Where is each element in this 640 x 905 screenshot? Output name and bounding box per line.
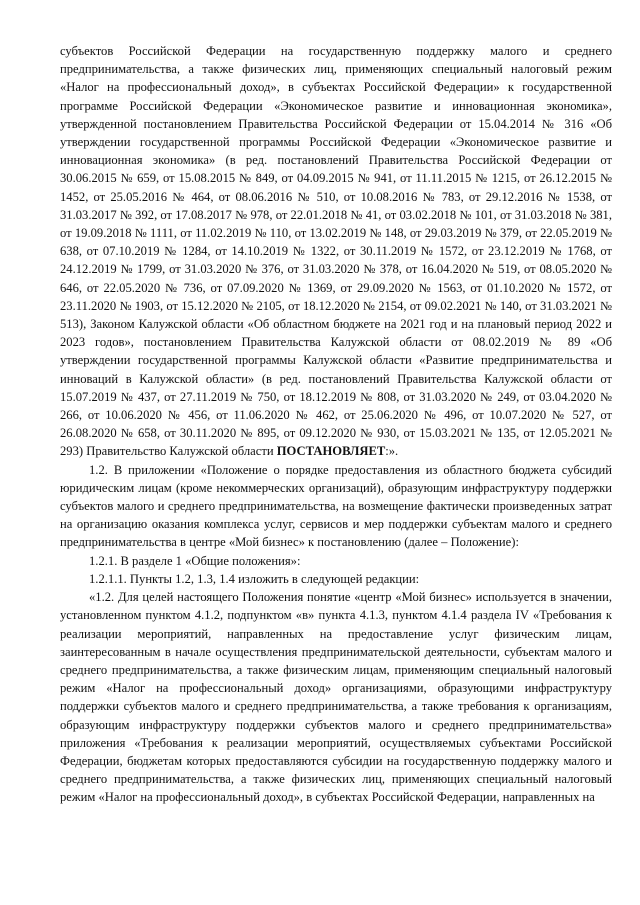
paragraph-1-2-1-1: 1.2.1.1. Пункты 1.2, 1.3, 1.4 изложить в следующей редакции: [89, 571, 420, 586]
resolves-keyword: ПОСТАНОВЛЯЕТ [276, 444, 386, 459]
document-body [60, 42, 612, 807]
paragraph-legal-basis [60, 42, 612, 461]
paragraph-1-2: 1.2. В приложении «Положение о порядке предоставления из областного бюджета субсидий юридическим лицам (кроме некоммерческих организаций), образующим инфраструктуру поддержки субъектов малого и среднего предпринимательства, на возмещение фактически произведенных затрат на организацию оказания комплекса услуг, сервисов и мер поддержки субъектам малого и среднего предпринимательства в центре «Мой бизнес» к постановлению (далее – Положение): [60, 462, 612, 550]
paragraph-new-1-2: «1.2. Для целей настоящего Положения понятие «центр «Мой бизнес» используется в значении, установленном пунктом 4.1.2, подпунктом «в» пункта 4.1.3, пунктом 4.1.4 раздела IV «Требования к реализации мероприятий, направленных на предоставление услуг физическим лицам, заинтересованным в начале осуществления предпринимательской деятельности, субъектам малого и среднего предпринимательства, а также физическим лицам, применяющим специальный налоговый режим «Налог на профессиональный доход» организациями, образующими инфраструктуру поддержки субъектов малого и среднего предпринимательства, а также требования к организациям, образующим инфраструктуру поддержки субъектов малого и среднего предпринимательства» приложения «Требования к реализации мероприятий, осуществляемых субъектами Российской Федерации, бюджетам которых предоставляются субсидии на государственную поддержку малого и среднего предпринимательства, а также физических лиц, применяющих специальный налоговый режим «Налог на профессиональный доход», в субъектах Российской Федерации, направленных на [60, 590, 612, 805]
paragraph-1-2-1: 1.2.1. В разделе 1 «Общие положения»: [89, 553, 301, 568]
paragraph-legal-basis-text: субъектов Российской Федерации на государственную поддержку малого и среднего предпринимательства, а также физических лиц, применяющих специальный налоговый режим «Налог на профессиональный доход», в субъектах Российской Федерации» к государственной программе Российской Федерации «Экономическое развитие и инновационная экономика», утвержденной постановлением Правительства Российской Федерации от 15.04.2014 № 316 «Об утверждении государственной программы Российской Федерации «Экономическое развитие и инновационная экономика» (в ред. постановлений Правительства Российской Федерации от 30.06.2015 № 659, от 15.08.2015 № 849, от 04.09.2015 № 941, от 11.11.2015 № 1215, от 26.12.2015 № 1452, от 25.05.2016 № 464, от 08.06.2016 № 510, от 10.08.2016 № 783, от 29.12.2016 № 1538, от 31.03.2017 № 392, от 17.08.2017 № 978, от 22.01.2018 № 41, от 03.02.2018 № 101, от 31.03.2018 № 381, от 19.09.2018 № 1111, от 11.02.2019 № 110, от 13.02.2019 № 148, от 29.03.2019 № 379, от 22.05.2019 № 638, от 07.10.2019 № 1284, от 14.10.2019 № 1322, от 30.11.2019 № 1572, от 23.12.2019 № 1768, от 24.12.2019 № 1799, от 31.03.2020 № 376, от 31.03.2020 № 378, от 16.04.2020 № 519, от 08.05.2020 № 646, от 22.05.2020 № 736, от 07.09.2020 № 1369, от 29.09.2020 № 1563, от 01.10.2020 № 1572, от 23.11.2020 № 1903, от 15.12.2020 № 2105, от 18.12.2020 № 2154, от 09.02.2021 № 140, от 31.03.2021 № 513), Законом Калужской области «Об областном бюджете на 2021 год и на плановый период 2022 и 2023 годов», постановлением Правительства Калужской области от 08.02.2019 № 89 «Об утверждении государственной программы Калужской области «Развитие предпринимательства и инноваций в Калужской области» (в ред. постановлений Правительства Калужской области от 15.07.2019 № 437, от 27.11.2019 № 750, от 18.12.2019 № 808, от 31.03.2020 № 249, от 03.04.2020 № 266, от 10.06.2020 № 456, от 11.06.2020 № 462, от 25.06.2020 № 496, от 10.07.2020 № 527, от 26.08.2020 № 658, от 30.11.2020 № 895, от 09.12.2020 № 930, от 15.03.2021 № 135, от 12.05.2021 № 293) Правительство Калужской области [60, 44, 612, 459]
resolves-tail: :». [385, 444, 399, 459]
